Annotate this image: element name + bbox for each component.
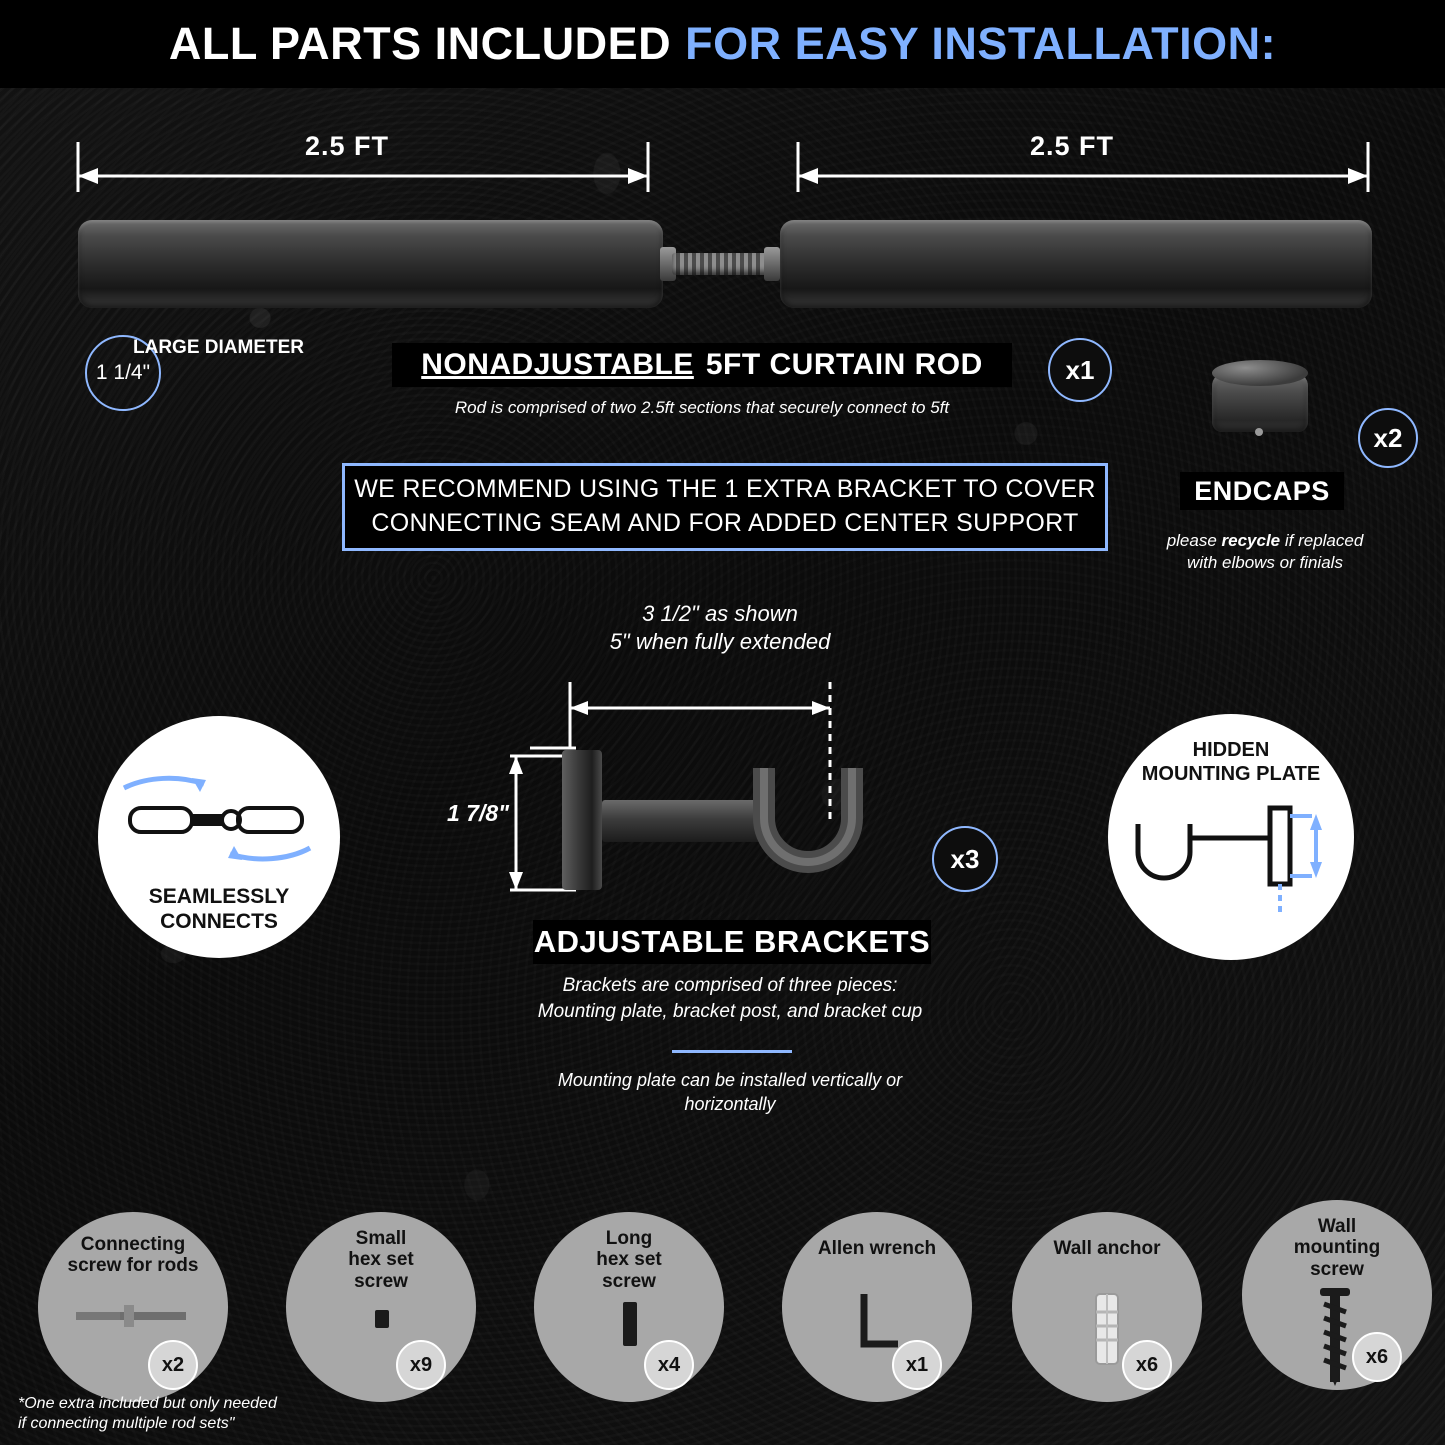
recommendation-line1: WE RECOMMEND USING THE 1 EXTRA BRACKET TO COVER [354,475,1096,504]
brackets-note-line2: Mounting plate, bracket post, and bracket cup [537,1000,923,1022]
hidden-mounting-plate-circle [1108,714,1354,960]
dimension-right-label: 2.5 FT [1030,131,1115,161]
rod-title-banner [392,343,1012,387]
part-long-hex-set-screw [534,1212,724,1402]
bracket-depth-label [560,600,880,655]
brackets-note-line4: horizontally [684,1094,776,1115]
header-title-blue: FOR EASY INSTALLATION: [685,18,1277,69]
part-label-2: Long hex set screw [596,1228,662,1292]
brackets-note-line3: Mounting plate can be installed vertically or [557,1070,903,1090]
part-wall-anchor [1012,1212,1202,1402]
rod-qty-label: x1 [1065,354,1095,385]
part-label-3: Allen wrench [817,1238,937,1259]
endcaps-note [1140,530,1390,574]
rod-section-left [78,220,663,308]
brackets-qty-label: x3 [950,843,980,874]
endcaps-note-b: recycle [1221,531,1281,550]
hidden-plate-line2: MOUNTING PLATE [1141,763,1321,785]
seamlessly-connects-circle [98,716,340,958]
part-label-5: Wall mounting screw [1293,1216,1381,1280]
header-banner [0,0,1445,88]
footnote [18,1394,298,1434]
part-qty-0: x2 [148,1340,198,1390]
connects-line1: SEAMLESSLY [148,885,290,908]
brackets-title-banner [533,920,931,964]
endcaps-qty-label: x2 [1373,422,1403,453]
endcaps-note-c: if replaced [1280,531,1364,550]
endcaps-title: ENDCAPS [1194,475,1330,506]
recommendation-line2: CONNECTING SEAM AND FOR ADDED CENTER SUPPORT [371,509,1079,537]
long-hex-screw-icon [612,1298,646,1354]
part-qty-3: x1 [892,1340,942,1390]
hidden-plate-label [1108,738,1354,786]
footnote-line1: *One extra included but only needed [18,1395,277,1412]
rod-section-right [780,220,1372,308]
part-qty-1: x9 [396,1340,446,1390]
endcaps-note-line2: with elbows or finials [1187,553,1343,573]
small-hex-screw-icon [366,1304,398,1338]
bracket-height-label: 1 7/8" [447,800,510,826]
brackets-qty-badge [932,826,998,892]
part-small-hex-set-screw [286,1212,476,1402]
recommendation-box [342,463,1108,551]
part-qty-5: x6 [1352,1332,1402,1382]
connects-line2: CONNECTS [160,910,278,934]
rod-title-rest: 5FT CURTAIN ROD [705,348,983,381]
brackets-note-line1: Brackets are comprised of three pieces: [562,975,898,996]
part-allen-wrench [782,1212,972,1402]
part-wall-mounting-screw [1242,1200,1432,1390]
part-label-4: Wall anchor [1053,1238,1161,1259]
rod-title-underlined: NONADJUSTABLE [421,348,694,381]
part-qty-2: x4 [644,1340,694,1390]
part-label-1: Small hex set screw [348,1228,414,1292]
footnote-line2: if connecting multiple rod sets" [18,1415,235,1432]
bracket-depth-line2: 5" when fully extended [609,628,831,654]
part-label-0: Connecting screw for rods [67,1234,199,1277]
dimension-left-label: 2.5 FT [305,131,390,161]
header-title-white: ALL PARTS INCLUDED [168,18,672,69]
divider-line [672,1050,792,1053]
brackets-note-bottom [480,1068,980,1117]
brackets-note-top [480,973,980,1024]
rod-note: Rod is comprised of two 2.5ft sections that securely connect to 5ft [454,398,950,417]
rod-qty-badge [1048,338,1112,402]
hidden-plate-line1: HIDDEN [1192,739,1270,761]
rod-connecting-screw [672,253,772,275]
bracket-depth-line1: 3 1/2" as shown [642,601,798,626]
part-connecting-screw-for-rods [38,1212,228,1402]
rod-collar-right [764,247,780,281]
endcaps-note-a: please [1166,531,1222,550]
screw-rod-icon [72,1300,196,1334]
diameter-label: LARGE DIAMETER [133,337,304,358]
endcaps-title-banner [1180,472,1344,510]
brackets-title: ADJUSTABLE BRACKETS [533,924,931,959]
part-qty-4: x6 [1122,1340,1172,1390]
endcaps-qty-badge [1358,408,1418,468]
seamlessly-connects-label [98,884,340,934]
diameter-value: 1 1/4" [95,361,151,384]
